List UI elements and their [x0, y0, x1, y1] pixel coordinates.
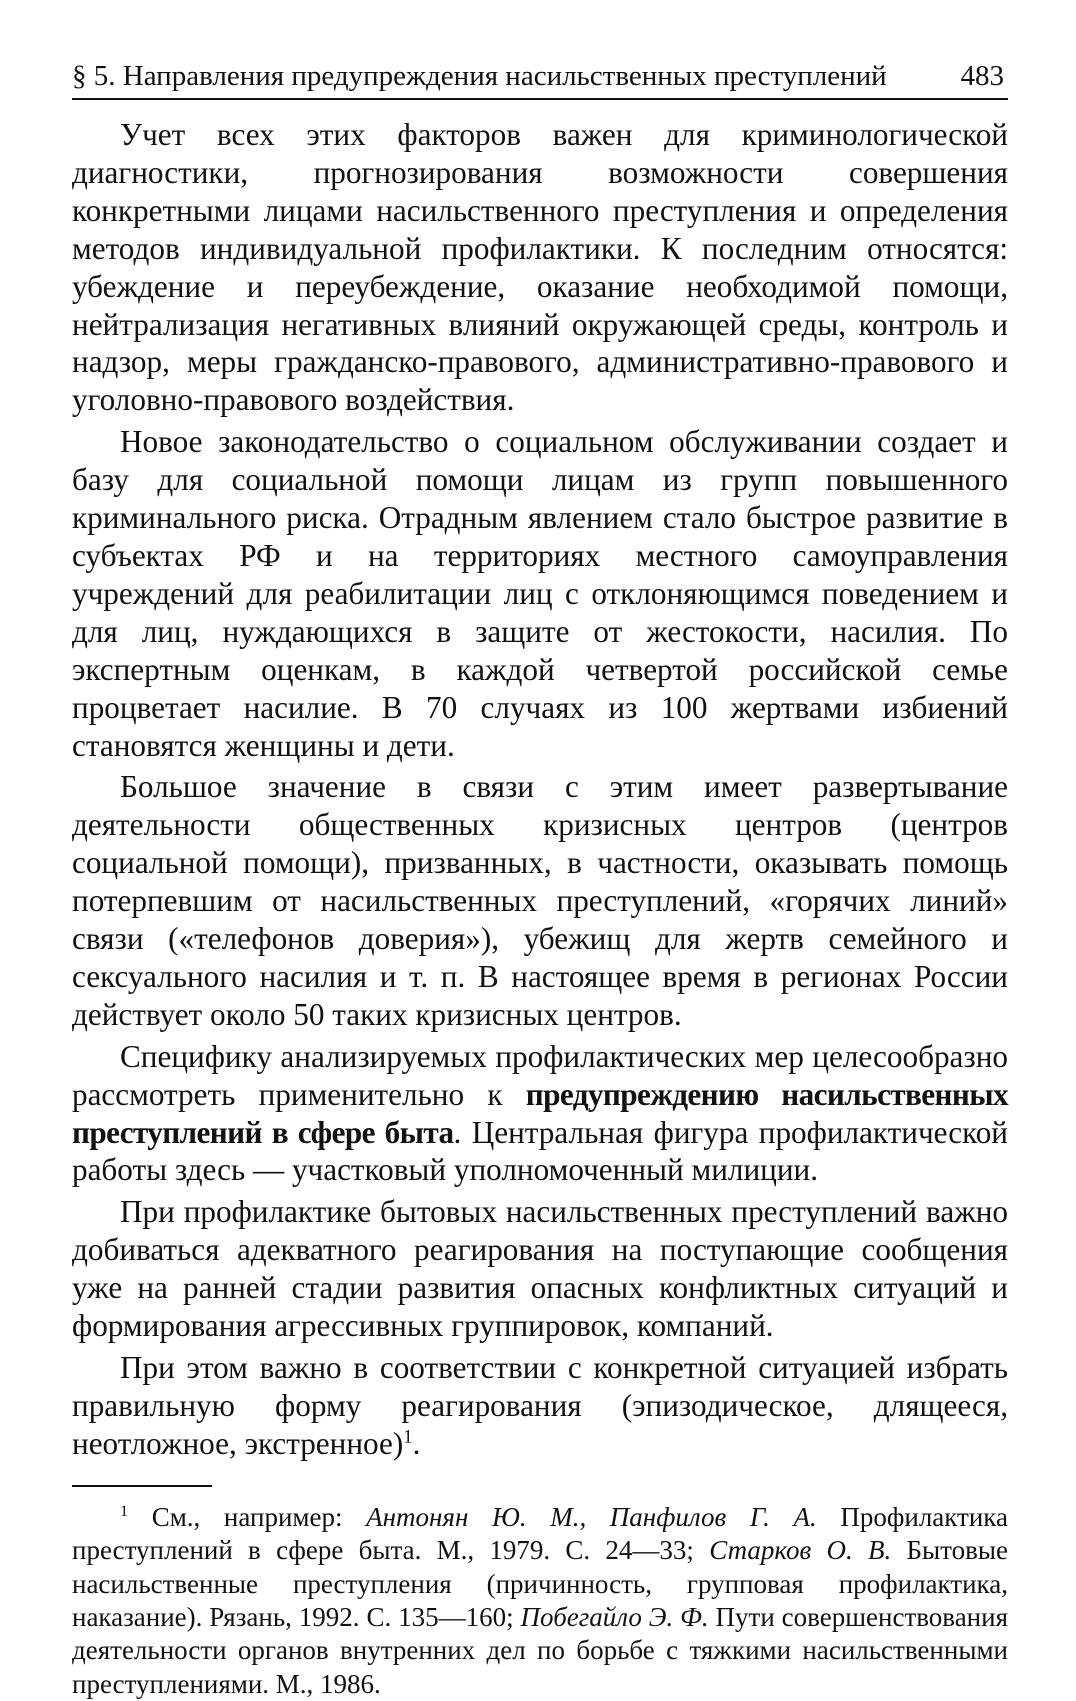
- paragraph-6-text: При этом важно в соответствии с конкретной ситуацией избрать правильную форму реагирования (эпизодическое, длящееся, неотложное, экстренное): [72, 1350, 1008, 1461]
- footnote-text-2: Бытовые насильственные преступления (причинность, групповая профилактика, наказание). Рязань, 1992. С. 135—160;: [72, 1535, 1008, 1632]
- paragraph-4-bold-term: предупреждению насильственных преступлений в сфере быта: [72, 1076, 1008, 1150]
- footnote-author-2: Старков О. В.: [709, 1535, 892, 1566]
- paragraph-4-end: . Центральная фигура профилактической работы здесь — участковый уполномоченный милиции.: [72, 1114, 1008, 1188]
- footnote-text-3: Пути совершенствования деятельности органов внутренних дел по борьбе с тяжкими насильственными преступлениями. М., 1986.: [72, 1601, 1009, 1699]
- paragraph-2: Новое законодательство о социальном обслуживании создает и базу для социальной помощи лицам из групп повышенного криминального риска. Отрадным явлением стало быстрое развитие в субъектах РФ и на территориях местного самоуправления учреждений для реабилитации лиц с отклоняющимся поведением и для лиц, нуждающихся в защите от жестокости, насилия. По экспертным оценкам, в каждой четвертой российской семье процветает насилие. В 70 случаях из 100 жертвами избиений становятся женщины и дети.: [72, 424, 1008, 763]
- book-page: [72, 58, 1008, 1701]
- paragraph-4: [72, 1038, 1008, 1190]
- footnote-author-1: Антонян Ю. М., Панфилов Г. А.: [366, 1501, 817, 1532]
- footnote: [72, 1501, 1008, 1701]
- paragraph-6: [72, 1349, 1008, 1463]
- footnote-reference: 1: [403, 1426, 413, 1448]
- footnote-marker: 1: [120, 1501, 129, 1520]
- paragraph-6-end: .: [412, 1425, 421, 1461]
- section-title: § 5. Направления предупреждения насильственных преступлений: [72, 60, 887, 92]
- footnote-author-3: Побегайло Э. Ф.: [520, 1601, 709, 1632]
- paragraph-4-start: Специфику анализируемых профилактических мер целесообразно рассмотреть применительно к: [72, 1038, 1008, 1112]
- footnote-text-1: Профилактика преступлений в сфере быта. М., 1979. С. 24—33;: [72, 1501, 1008, 1566]
- paragraph-1: Учет всех этих факторов важен для криминологической диагностики, прогнозирования возможности совершения конкретными лицами насильственного преступления и определения методов индивидуальной профилактики. К последним относятся: убеждение и переубеждение, оказание необходимой помощи, нейтрализация негативных влияний окружающей среды, контроль и надзор, меры гражданско-правового, административно-правового и уголовно-правового воздействия.: [72, 117, 1008, 418]
- footnote-lead: См., например:: [128, 1501, 367, 1532]
- page-number: 483: [960, 60, 1004, 92]
- footnote-divider: [72, 1485, 212, 1487]
- body-text: [72, 116, 1008, 1463]
- running-head: [72, 58, 1008, 100]
- paragraph-3: Большое значение в связи с этим имеет развертывание деятельности общественных кризисных центров (центров социальной помощи), призванных, в частности, оказывать помощь потерпевшим от насильственных преступлений, «горячих линий» связи («телефонов доверия»), убежищ для жертв семейного и сексуального насилия и т. п. В настоящее время в регионах России действует около 50 таких кризисных центров.: [72, 769, 1008, 1032]
- paragraph-5: При профилактике бытовых насильственных преступлений важно добиваться адекватного реагирования на поступающие сообщения уже на ранней стадии развития опасных конфликтных ситуаций и формирования агрессивных группировок, компаний.: [72, 1194, 1008, 1344]
